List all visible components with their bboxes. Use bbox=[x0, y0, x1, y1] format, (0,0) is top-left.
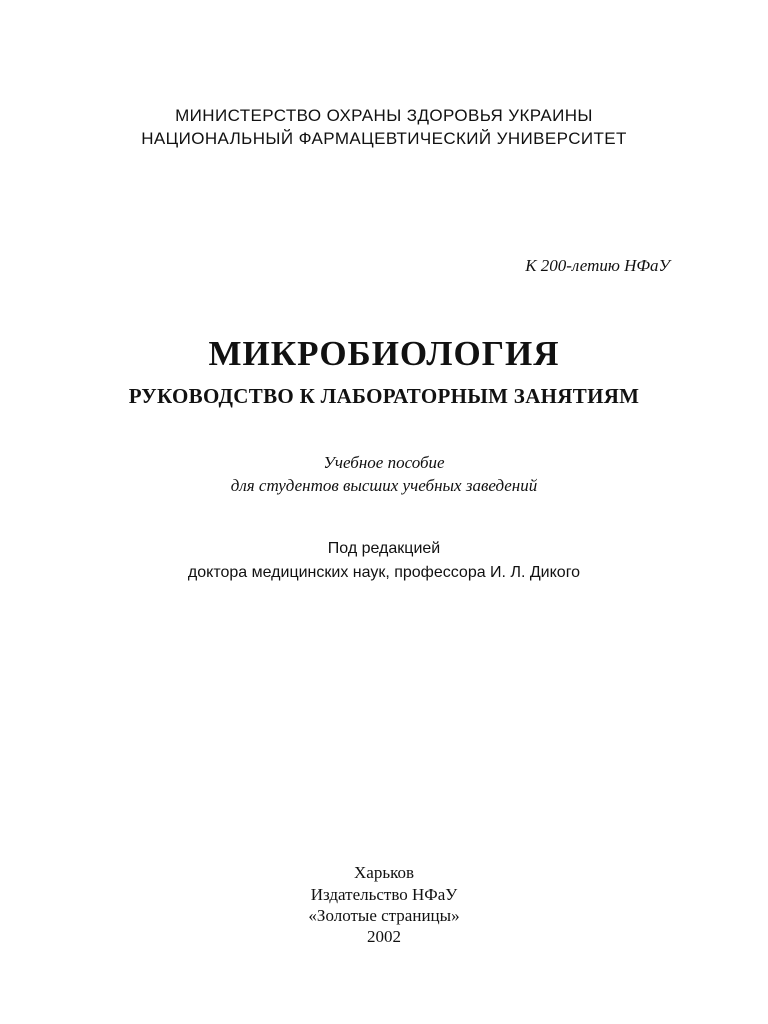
publication-year: 2002 bbox=[367, 927, 401, 946]
ministry-name: МИНИСТЕРСТВО ОХРАНЫ ЗДОРОВЬЯ УКРАИНЫ bbox=[175, 106, 593, 125]
dedication: К 200-летию НФаУ bbox=[525, 256, 670, 275]
university-name: НАЦИОНАЛЬНЫЙ ФАРМАЦЕВТИЧЕСКИЙ УНИВЕРСИТЕТ bbox=[141, 129, 627, 148]
target-audience: для студентов высших учебных заведений bbox=[230, 476, 538, 495]
book-type: Учебное пособие bbox=[323, 453, 445, 472]
edited-by-label: Под редакцией bbox=[327, 540, 441, 557]
publication-city: Харьков bbox=[354, 863, 414, 882]
publisher-name: Издательство НФаУ bbox=[310, 885, 458, 904]
book-title: МИКРОБИОЛОГИЯ bbox=[208, 334, 560, 373]
book-subtitle: РУКОВОДСТВО К ЛАБОРАТОРНЫМ ЗАНЯТИЯМ bbox=[128, 384, 640, 408]
editor-name: доктора медицинских наук, профессора И. Л. Дикого bbox=[187, 564, 581, 581]
publisher-imprint: «Золотые страницы» bbox=[308, 906, 460, 925]
